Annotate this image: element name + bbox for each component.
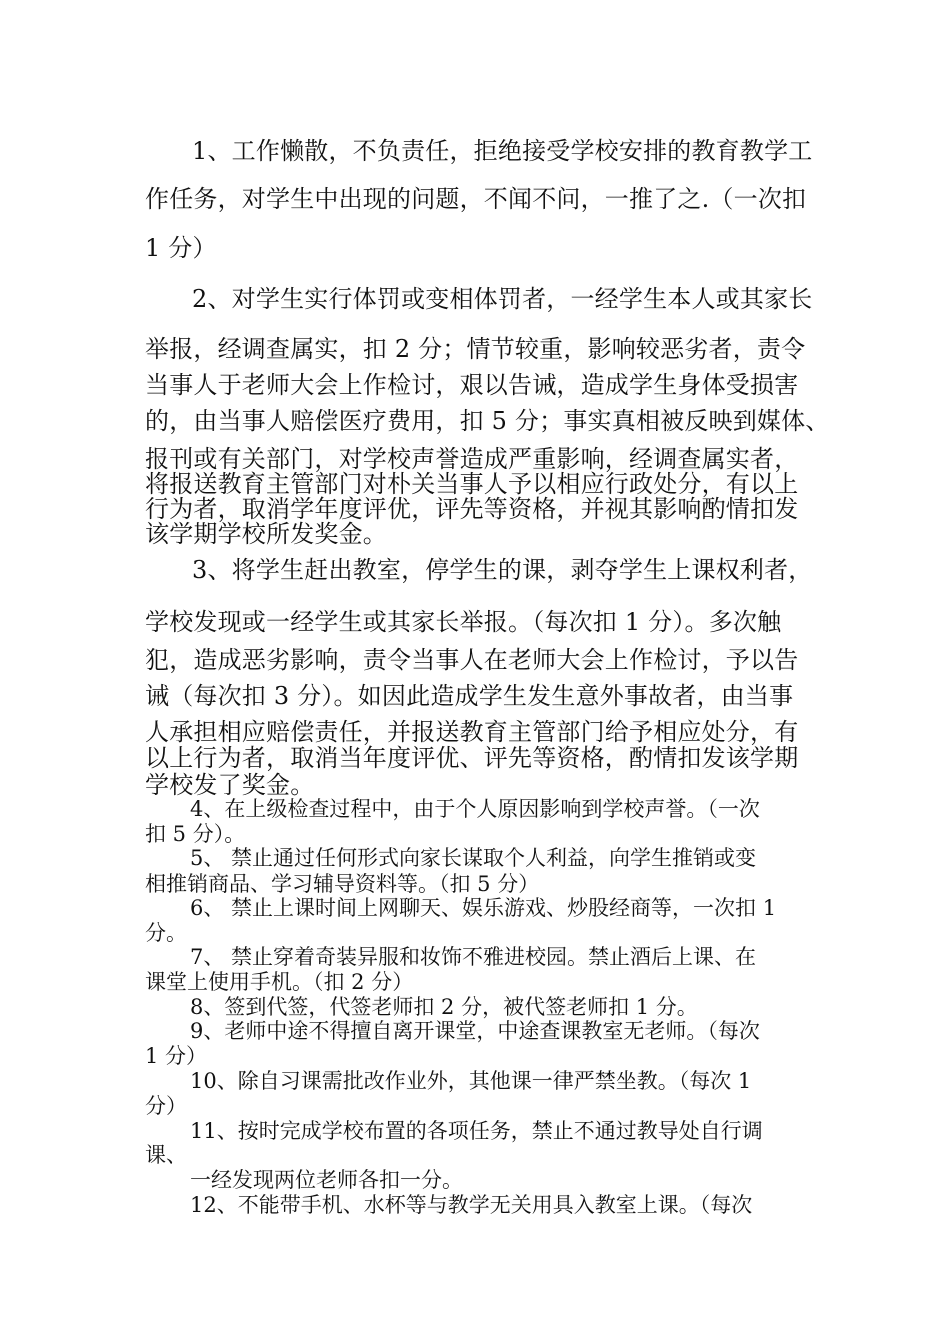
rule-10-line-2: 分） <box>145 1094 187 1118</box>
rule-5-line-1: 5、 禁止通过任何形式向家长谋取个人利益，向学生推销或变 <box>190 846 757 870</box>
rule-3-line-3: 犯，造成恶劣影响，责令当事人在老师大会上作检讨，予以告 <box>145 646 799 674</box>
rule-6-line-2: 分。 <box>145 921 187 945</box>
rule-2-line-2: 举报，经调查属实，扣 2 分；情节较重，影响较恶劣者，责令 <box>145 335 806 363</box>
rule-3-line-1: 3、将学生赶出教室，停学生的课，剥夺学生上课权利者， <box>192 556 813 584</box>
rule-2-line-7: 行为者，取消学年度评优，评先等资格，并视其影响酌情扣发 <box>145 495 799 523</box>
rule-9-line-1: 9、老师中途不得擅自离开课堂，中途查课教室无老师。（每次 <box>190 1019 760 1043</box>
rule-6-line-1: 6、 禁止上课时间上网聊天、娱乐游戏、炒股经商等，一次扣 1 <box>190 896 777 920</box>
rule-8-line-1: 8、签到代签，代签老师扣 2 分，被代签老师扣 1 分。 <box>190 995 698 1019</box>
rule-2-line-4: 的，由当事人赔偿医疗费用，扣 5 分；事实真相被反映到媒体、 <box>145 407 830 435</box>
rule-7-line-1: 7、 禁止穿着奇装异服和妆饰不雅进校园。禁止酒后上课、在 <box>190 945 757 969</box>
rule-2-line-1: 2、对学生实行体罚或变相体罚者，一经学生本人或其家长 <box>192 285 813 313</box>
rule-12-line-1: 12、不能带手机、水杯等与教学无关用具入教室上课。（每次 <box>190 1193 753 1217</box>
rule-2-line-8: 该学期学校所发奖金。 <box>145 520 387 548</box>
rule-2-line-5: 报刊或有关部门，对学校声誉造成严重影响，经调查属实者， <box>145 445 799 473</box>
rule-3-line-4: 诫（每次扣 3 分）。如因此造成学生发生意外事故者，由当事 <box>145 682 794 710</box>
rule-11-line-1: 11、按时完成学校布置的各项任务，禁止不通过教导处自行调 <box>190 1119 763 1143</box>
rule-1-line-2: 作任务，对学生中出现的问题，不闻不问，一推了之.（一次扣 <box>145 185 807 213</box>
rule-3-line-5: 人承担相应赔偿责任，并报送教育主管部门给予相应处分，有 <box>145 718 799 746</box>
rule-4-line-2: 扣 5 分）。 <box>145 822 246 846</box>
rule-10-line-1: 10、除自习课需批改作业外，其他课一律严禁坐教。（每次 1 <box>190 1069 752 1093</box>
rule-3-line-6: 以上行为者，取消当年度评优、评先等资格，酌情扣发该学期 <box>145 744 799 772</box>
rule-11-line-3: 一经发现两位老师各扣一分。 <box>190 1168 463 1192</box>
rule-3-line-7: 学校发了奖金。 <box>145 771 315 799</box>
rule-3-line-2: 学校发现或一经学生或其家长举报。（每次扣 1 分）。多次触 <box>145 608 782 636</box>
rule-9-line-2: 1 分） <box>145 1044 208 1068</box>
rule-7-line-2: 课堂上使用手机。（扣 2 分） <box>145 970 414 994</box>
rule-11-line-2: 课、 <box>145 1143 187 1167</box>
rule-4-line-1: 4、在上级检查过程中，由于个人原因影响到学校声誉。（一次 <box>190 797 760 821</box>
rule-2-line-6: 将报送教育主管部门对朴关当事人予以相应行政处分，有以上 <box>145 470 799 498</box>
rule-2-line-3: 当事人于老师大会上作检讨，艰以告诫，造成学生身体受损害 <box>145 371 799 399</box>
rule-1-line-1: 1、工作懒散，不负责任，拒绝接受学校安排的教育教学工 <box>192 137 813 165</box>
rule-5-line-2: 相推销商品、学习辅导资料等。（扣 5 分） <box>145 872 540 896</box>
rule-1-line-3: 1 分） <box>145 234 217 262</box>
